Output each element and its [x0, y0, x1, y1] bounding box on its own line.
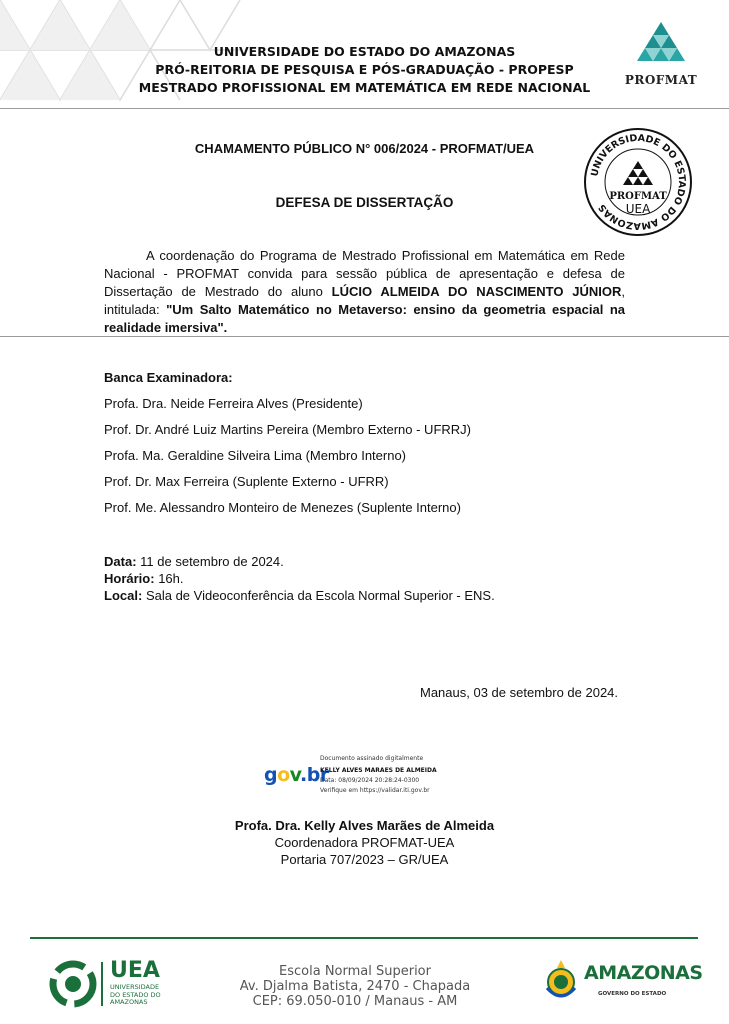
time-line: Horário: 16h.	[104, 571, 184, 586]
date-line: Data: 11 de setembro de 2024.	[104, 554, 284, 569]
uea-logo-text: UEA	[110, 958, 160, 983]
section-divider	[0, 336, 729, 337]
signature-caption: Documento assinado digitalmente	[320, 755, 424, 762]
footer-divider	[30, 937, 698, 939]
time-label: Horário	[104, 571, 151, 586]
profmat-triangle-icon	[635, 22, 687, 66]
uea-emblem-icon	[48, 959, 98, 1009]
seal-bottom-label: UEA	[625, 202, 651, 216]
signature-verify-link[interactable]: Verifique em https://validar.iti.gov.br	[320, 787, 430, 794]
uea-sub-2: DO ESTADO DO	[110, 990, 161, 999]
uea-profmat-seal	[583, 127, 693, 237]
amazonas-logo-text: AMAZONAS	[584, 962, 703, 984]
intro-paragraph	[104, 247, 625, 337]
signatory-name: Profa. Dra. Kelly Alves Marães de Almeida	[234, 818, 495, 833]
amazonas-logo-subtitle: GOVERNO DO ESTADO	[598, 991, 667, 997]
amazonas-coat-of-arms-icon	[543, 958, 579, 1004]
header-university: UNIVERSIDADE DO ESTADO DO AMAZONAS	[213, 44, 516, 59]
place-value: Sala de Videoconferência da Escola Normal Superior - ENS.	[145, 588, 495, 603]
call-title: CHAMAMENTO PÚBLICO N° 006/2024 - PROFMAT/UEA	[194, 141, 535, 156]
footer-address-2: Av. Djalma Batista, 2470 - Chapada	[239, 979, 471, 994]
date-label: Data	[104, 554, 133, 569]
place-label: Local	[104, 588, 138, 603]
document-title: DEFESA DE DISSERTAÇÃO	[275, 195, 454, 210]
intro-text-2: , intitulada:	[104, 284, 625, 317]
board-member: Profa. Dra. Neide Ferreira Alves (Presidente)	[104, 396, 363, 411]
signatory-role: Coordenadora PROFMAT-UEA	[274, 835, 455, 850]
header-pro-rectory: PRÓ-REITORIA DE PESQUISA E PÓS-GRADUAÇÃO - PROPESP	[155, 62, 574, 77]
footer-address-3: CEP: 69.050-010 / Manaus - AM	[252, 994, 458, 1009]
place-line: Local: Sala de Videoconferência da Escola Normal Superior - ENS.	[104, 588, 495, 603]
board-member: Prof. Dr. Max Ferreira (Suplente Externo - UFRR)	[104, 474, 389, 489]
signature-signer: KELLY ALVES MARAES DE ALMEIDA	[320, 767, 437, 774]
footer-address-1: Escola Normal Superior	[279, 964, 431, 979]
board-member: Prof. Dr. André Luiz Martins Pereira (Membro Externo - UFRRJ)	[104, 422, 471, 437]
signature-date: Data: 08/09/2024 20:28:24-0300	[320, 777, 420, 784]
seal-ring-text: UNIVERSIDADE DO ESTADO DO AMAZONAS	[589, 132, 688, 232]
date-value: 11 de setembro de 2024.	[140, 554, 284, 569]
board-member: Profa. Ma. Geraldine Silveira Lima (Membro Interno)	[104, 448, 407, 463]
govbr-logo: gov.br	[264, 764, 329, 786]
seal-center-label: PROFMAT	[609, 191, 667, 202]
thesis-title: "Um Salto Matemático no Metaverso: ensino da geometria espacial na realidade imersiva".	[104, 302, 625, 335]
board-member: Prof. Me. Alessandro Monteiro de Menezes (Suplente Interno)	[104, 500, 461, 515]
profmat-logo-label: PROFMAT	[624, 73, 698, 87]
uea-logo-separator	[101, 962, 103, 1006]
header-divider	[0, 108, 729, 109]
uea-logo-subtitle	[110, 984, 161, 1007]
uea-sub-3: AMAZONAS	[110, 998, 148, 1006]
intro-text-1: A coordenação do Programa de Mestrado Profissional em Matemática em Rede Nacional - PROFMAT convida para sessão pública de apresentação e defesa de Dissertação de Mestrado do aluno	[104, 248, 625, 299]
seal-triangle-icon	[623, 161, 653, 185]
profmat-logo	[620, 22, 702, 87]
header-program: MESTRADO PROFISSIONAL EM MATEMÁTICA EM REDE NACIONAL	[138, 80, 591, 95]
student-name: LÚCIO ALMEIDA DO NASCIMENTO JÚNIOR	[331, 284, 622, 299]
time-value: 16h.	[158, 571, 184, 586]
place-date: Manaus, 03 de setembro de 2024.	[420, 685, 619, 700]
uea-sub-1: UNIVERSIDADE	[110, 983, 160, 991]
board-heading: Banca Examinadora:	[104, 370, 233, 385]
signatory-ordinance: Portaria 707/2023 – GR/UEA	[280, 852, 449, 867]
